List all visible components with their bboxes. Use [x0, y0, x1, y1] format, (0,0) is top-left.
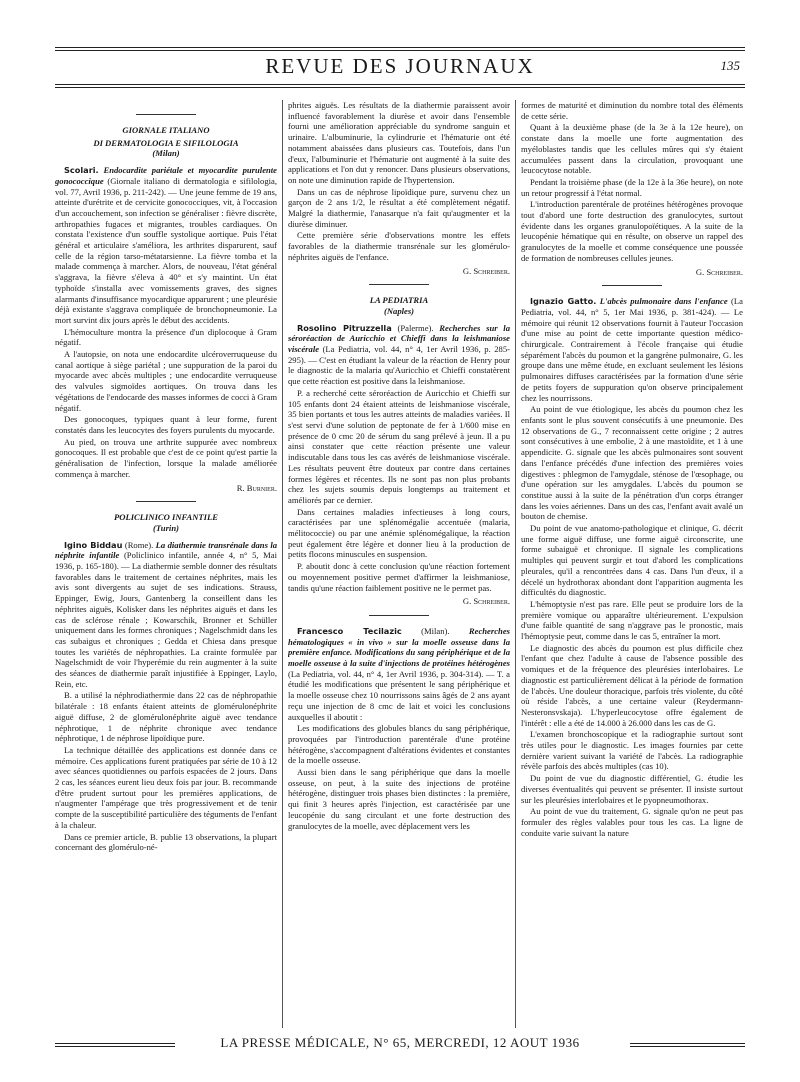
paragraph: Les modifications des globules blancs du sang périphérique, provoquées par l'introduction parentérale d'une protéine hétérogène, s'accompagnent d'altérations évidentes et constantes de la moelle osseuse. [288, 723, 510, 766]
page-number: 135 [720, 58, 740, 73]
column-divider-1 [282, 100, 283, 1028]
reviewer-signature: G. Schreiber. [462, 265, 510, 276]
reviewer-signature: G. Schreiber. [695, 266, 743, 277]
page-footer [55, 1035, 745, 1055]
paragraph: Une jeune femme de 19 ans, atteinte d'urétrite et de cervicite gonococciques, vit, à l'occasion d'un accouchement, son infection se généraliser : fièvre discrète, arthropathies fugaces et migrantes, troubles cardiaques. On constata l'existence d'un souffle systolique aortique. Puis l'état général et articulaire s'améliora, les arthrites disparurent, sauf celle de la région tarso-métatarsienne. La fièvre tomba et la malade commença à marcher. Alors, de nouveau, l'état général s'aggrava, la fièvre s'éleva à 40° et s'y maintint. Un état typhoïde s'installa avec vomissements graves, des signes alarmants d'insuffisance myocardique apparurent ; une pleurésie déjà existante s'aggrava compliquée de bronchopneumonie. La mort survint dix jours après le début des accidents. [55, 186, 277, 325]
article-title: L'abcès pulmonaire dans l'enfance [599, 296, 728, 307]
header-top-rule [55, 47, 745, 48]
article-abstract [521, 296, 743, 403]
article-author-place: (Milan). [421, 625, 450, 636]
paragraph: Le diagnostic des abcès du poumon est plus difficile chez l'enfant que chez l'adulte à cause de l'absence possible des vomiques et de la fréquence des pleurésies interlobaires. Le diagnostic est particulièrement délicat à la période de formation de l'abcès. Une douleur thoracique, parfois très violente, du côté où réside l'abcès, a une certaine valeur (Reydermann-Nesteronsvskaja). L'hyperleucocytose offre également de l'intérêt : elle a été de 14.000 à 26.000 dans les cas de G. [521, 642, 743, 728]
section-city: (Turin) [153, 522, 179, 533]
paragraph: Aussi bien dans le sang périphérique que dans la moelle osseuse, on peut, à la suite des injections de protéine hétérogène, distinguer trois phases bien distinctes : la première, qui finit 3 heures après l'injection, est caractérisée par une leucopénie du sang circulant et une forte destruction des granulocytes de la moelle, avec déplacement vers les [288, 767, 510, 831]
column-1 [55, 100, 277, 1028]
paragraph: Quant à la deuxième phase (de la 3e à la 12e heure), on constate dans la moelle une forte augmentation des myéloblastes tandis que les cellules mûres qui s'y étaient accumulées passent dans la circulation, provoquant une leucocytose notable. [521, 122, 743, 176]
column-3 [521, 100, 743, 1028]
section-ornament-rule [602, 285, 662, 286]
paragraph: Des gonocoques, typiques quant à leur forme, furent constatés dans les leucocytes des foyers purulents du myocarde. [55, 414, 277, 435]
paragraph: La diathermie semble donner des résultats favorables dans le traitement de certaines néphrites, mais les avis sont divergents au sujet de ses indications. Strauss, Eppinger, Ewig, Jours, Gantenberg la conseillent dans les néphrites aiguës, Kolisker dans les néphrites aiguës et dans les cas de sclérose rénale ; Kowarschik, Bronner et Schüller uniquement dans les formes chroniques ; Nagelschmidt dans les cas subaigus et chroniques ; Gedda et Chiesa dans presque toutes les variétés de néphropathies. La crainte formulée par Nagelschmidt de voir l'hyperémie du rein augmenter à la suite des séances de diathermie paraît injustifiée à Eppinger, Laylo, Rein, etc. [55, 561, 277, 689]
section-ornament-rule [369, 284, 429, 285]
header-bottom-rule [55, 84, 745, 85]
section-heading: LA PEDIATRIA [369, 295, 429, 306]
footer-publication-line: LA PRESSE MÉDICALE, N° 65, MERCREDI, 12 AOUT 1936 [220, 1035, 580, 1050]
article-title: Endocardite pariétale et myocardite purulente gonococcique [55, 165, 277, 186]
paragraph: Du point de vue du diagnostic différentiel, G. étudie les diverses éventualités qui peuvent se présenter. Il insiste surtout sur les pleurésies interlobaires et le pyopneumothorax. [521, 773, 743, 805]
section-ornament-rule [369, 615, 429, 616]
paragraph: L'hémoculture montra la présence d'un diplocoque à Gram négatif. [55, 326, 277, 348]
article-abstract [55, 540, 277, 690]
column-2 [288, 100, 510, 1028]
article-author-place: (Palerme). [397, 322, 434, 333]
article-author: Francesco Tecilazic [297, 625, 402, 636]
article-author: Scolari. [64, 165, 99, 176]
paragraph: formes de maturité et diminution du nombre total des éléments de cette série. [521, 100, 743, 121]
article-title: La diathermie transrénale dans la néphrite infantile [55, 539, 277, 561]
article-author-place: (Rome). [124, 539, 154, 550]
paragraph: A l'autopsie, on nota une endocardite ulcéroverruqueuse du canal aortique à siège pariétal ; une suppuration de la paroi du myocarde avec abcès multiples ; une endocardite verruqueuse des valvules sigmoïdes aortiques. On trouva dans les végétations de l'endocarde des masses informes de cocci à Gram négatif. [55, 349, 277, 413]
article-reference: (Giornale italiano di dermatologia e sifilologia, vol. 77, Avril 1936, p. 211-242). — [55, 175, 277, 197]
article-author: Ignazio Gatto. [530, 296, 597, 307]
paragraph: Au point de vue du traitement, G. signale qu'on ne peut pas formuler des règles valables pour tous les cas. La ligne de conduite varie suivant la nature [521, 806, 743, 838]
article-title: Recherches sur la séroréaction de Auricchio et Chieffi dans la leishmaniose viscérale [288, 322, 510, 355]
paragraph: B. a utilisé la néphrodiathermie dans 22 cas de néphropathie bilatérale : 18 enfants étaient atteints de glomérulonéphrite aiguë diffuse, 2 de glomérulonéphrite aiguë avec tendance néphrotique, 1 de néphrite chronique avec tendance néphrotique, 1 de néphrose lipoïdique pure. [55, 690, 277, 744]
article-author: Igino Biddau [64, 539, 123, 550]
paragraph: P. a recherché cette séroréaction de Auricchio et Chieffi sur 105 enfants dont 24 étaient atteints de leishmaniose viscérale, 35 bien portants et tous les autres atteints de maladies variées. Il s'est servi d'une solution de peptonate de fer à 1/600 mise en présence de 0 cmc 20 de sérum du sang prélevé à jeun. Il a pu ainsi constater que cette réaction présente une valeur indiscutable dans tous les cas avérés de leishmaniose viscérale. Les résultats peuvent être douteux par contre dans certaines formes légères et récentes. Ils ne sont pas non plus probants chez les sujets soumis depuis longtemps au traitement et améliorés par ce dernier. [288, 387, 510, 505]
paragraph: Pendant la troisième phase (de la 12e à la 36e heure), on note un retour progressif à l'état normal. [521, 176, 743, 198]
paragraph: Au pied, on trouva une arthrite suppurée avec nombreux gonocoques. Il est probable que c'est de ce point qu'est partie la généralisation de l'infection, lorsque la malade améliorée commença à marcher. [55, 436, 277, 479]
article-title: Recherches hématologiques « in vivo » sur la moelle osseuse dans la première enfance. Modifications du sang périphérique et de la moelle osseuse à la suite d'injections de protéines hétérogènes [288, 625, 510, 669]
article-abstract [288, 626, 510, 722]
section-heading-line-2: DI DERMATOLOGIA E SIFILOLOGIA [93, 137, 239, 148]
article-author: Rosolino Pitruzzella [297, 322, 392, 333]
paragraph: Dans ce premier article, B. publie 13 observations, la plupart concernant des glomérulo-né- [55, 831, 277, 853]
column-divider-2 [515, 100, 516, 1028]
article-reference: (Policlinico infantile, année 4, n° 5, Mai 1936, p. 165-180). — [55, 550, 277, 572]
paragraph: T. a étudié les modifications que présentent le sang périphérique et la moelle osseuse chez 10 nourrissons sains âgés de 2 ans ayant reçu une injection de 8 cmc de lait et voici les conclusions auxquelles il aboutit : [288, 668, 510, 722]
paragraph: Dans certaines maladies infectieuses à long cours, caractérisées par une splénomégalie accentuée (malaria, mélitococcie) ou par une anémie splénomégalique, la réaction peut également être légère et donner lieu à la production de petits flocons minuscules en suspension. [288, 506, 510, 560]
paragraph: Cette première série d'observations montre les effets favorables de la diathermie transrénale sur les glomérulo-néphrites aiguës de l'enfance. [288, 230, 510, 262]
paragraph: Le mémoire qui réunit 12 observations fournit à l'auteur l'occasion d'une mise au point de cette importante question médico-chirurgicale. Contrairement à l'école française qui étudie séparément l'abcès du poumon et la gangrène pulmonaire, G. les groupe dans une même étude, en excluant seulement les lésions pulmonaires diffuses caractérisées par la formation d'une série de petits foyers de suppuration qu'on observe principalement chez les nourrissons. [521, 306, 743, 403]
section-city: (Milan) [152, 148, 180, 159]
article-reference: (La Pediatria, vol. 44, n° 4, 1er Avril 1936, p. 285-295). — [288, 344, 510, 365]
paragraph: Dans un cas de néphrose lipoïdique pure, survenu chez un garçon de 2 ans 1/2, le résultat a été complètement négatif. Malgré la diathermie, l'anasarque n'a fait qu'augmenter et la diurèse diminuer. [288, 186, 510, 229]
paragraph: P. aboutit donc à cette conclusion qu'une réaction fortement ou moyennement positive permet d'affirmer la leishmaniose, tandis qu'une réaction faiblement positive ne le permet pas. [288, 561, 510, 593]
header-bottom-rule-2 [55, 87, 745, 88]
paragraph: Du point de vue anatomo-pathologique et clinique, G. décrit une forme aiguë diffuse, une forme aiguë circonscrite, une forme subaiguë et chronique. Il signale les complications multiples qui peuvent surgir et tout d'abord les complications pleurales, qu'il a rencontrées dans 4 cas. Dans l'un d'eux, il a décelé un hydrothorax abondant dont l'apparition augmenta les difficultés du diagnostic. [521, 523, 743, 598]
reviewer-signature: G. Schreiber. [462, 596, 510, 607]
section-city: (Naples) [383, 305, 415, 316]
journal-section-title: REVUE DES JOURNAUX [265, 54, 535, 78]
section-ornament-rule [136, 114, 196, 115]
article-abstract [288, 323, 510, 387]
article-abstract [55, 165, 277, 326]
section-ornament-rule [136, 501, 196, 502]
article-reference: (La Pediatria, vol. 44, n° 5, 1er Mai 1936, p. 381-424). — [521, 296, 743, 317]
page-header [55, 54, 745, 84]
footer-rule-right [630, 1043, 745, 1047]
reviewer-signature: R. Burnier. [236, 482, 277, 493]
section-heading: POLICLINICO INFANTILE [113, 512, 219, 523]
paragraph: La technique détaillée des applications est donnée dans ce mémoire. Ces applications furent pratiquées par série de 10 à 12 avec séances quotidiennes ou parfois espacées de 2 jours. Dans 2 cas, les séances eurent lieu deux fois par jour. B. recommande d'être prudent surtout pour les premières applications, de n'augmenter l'ampérage que très progressivement et de tenir compte de la susceptibilité particulière des téguments de l'enfant à la chaleur. [55, 744, 277, 830]
paragraph: L'introduction parentérale de protéines hétérogènes provoque tout d'abord une forte destruction des granulocytes, surtout évidente dans les organes granulopoïétiques. A la suite de la leucopénie hématique qui en résulte, on observe un rappel des granulocytes de la moelle et comme conséquence une poussée de formation de nombreuses cellules jeunes. [521, 199, 743, 263]
paragraph: phrites aiguës. Les résultats de la diathermie paraissent avoir influencé favorablement la diurèse et avoir dans l'ensemble fourni une amélioration appréciable du syndrome sanguin et urinaire. L'albuminurie, la cylindrurie et l'hématurie ont été notamment abaissées dans plusieurs cas. Toutefois, dans l'un d'eux, l'albuminurie et l'hématurie ont augmenté à la suite des applications et l'on dut y renoncer. Dans plusieurs observations, on note une diminution rapide de l'hypertension. [288, 100, 510, 185]
header-top-rule-2 [55, 50, 745, 51]
paragraph: Au point de vue étiologique, les abcès du poumon chez les enfants sont le plus souvent consécutifs à une pneumonie. Des 12 observations de G., 7 reconnaissent cette origine ; 2 autres sont consécutives à une embolie, 2 à une mastoïdite, et 1 à une appendicite. G. signale que les abcès pulmonaires sont souvent dans l'enfance précédés d'une infection des premières voies digestives : phlegmon de l'amygdale, sténose de l'œsophage, ou d'une opération sur les amygdales. L'abcès du poumon se constitue aussi à la suite de la pénétration d'un corps étranger dans les voies aériennes. Dans un des cas, l'enfant avait avalé un bouton de chemise. [521, 404, 743, 522]
section-heading: GIORNALE ITALIANO [122, 125, 210, 135]
paragraph: C'est en étudiant la valeur de la réaction de Henry pour le diagnostic de la malaria qu'Auricchio et Chieffi constatèrent que cette réaction est positive dans la leishmaniose. [288, 354, 510, 387]
paragraph: L'hémoptysie n'est pas rare. Elle peut se produire lors de la première vomique ou apparaître ultérieurement. L'expulsion d'une faible quantité de sang n'aggrave pas le pronostic, mais l'hémoptysie peut, comme dans le cas 5, entraîner la mort. [521, 598, 743, 642]
paragraph: L'examen bronchoscopique et la radiographie surtout sont très utiles pour le diagnostic. Les images fournies par cette dernière varient suivant la variété de l'abcès. La radiographie révèle parfois des abcès multiples (cas 10). [521, 729, 743, 772]
article-reference: (La Pediatria, vol. 44, n° 4, 1er Avril 1936, p. 304-314). — [288, 668, 495, 679]
